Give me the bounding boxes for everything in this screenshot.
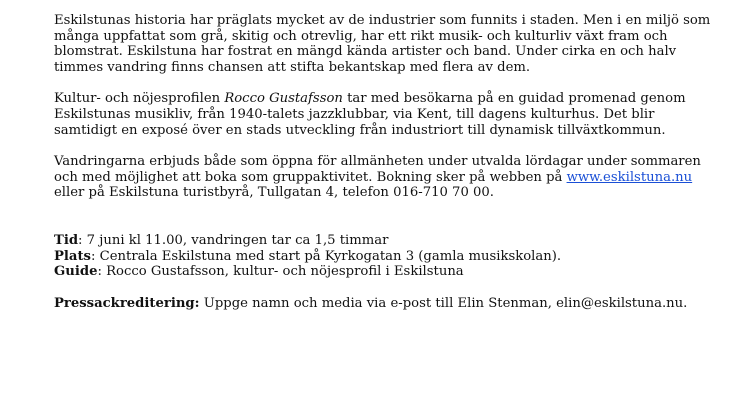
info-guide: [54, 264, 714, 280]
paragraph-booking-rest: eller på Eskilstuna turistbyrå, Tullgatan 4, telefon 016-710 70 00.: [54, 185, 495, 201]
info-guide-label: Guide: [54, 264, 98, 280]
guide-name-italic: Rocco Gustafsson: [224, 91, 343, 107]
info-place: [54, 249, 714, 265]
press-accreditation: [54, 296, 714, 312]
info-place-label: Plats: [54, 248, 91, 264]
press-accreditation-value: Uppge namn och media via e-post till Elin Stenman, elin@eskilstuna.nu.: [199, 295, 688, 311]
press-accreditation-label: Pressackreditering:: [54, 295, 200, 311]
info-guide-value: : Rocco Gustafsson, kultur- och nöjesprofil i Eskilstuna: [97, 264, 464, 280]
paragraph-guide-intro-lead: Kultur- och nöjesprofilen: [54, 91, 225, 107]
info-time-label: Tid: [54, 232, 79, 248]
paragraph-booking: [54, 154, 714, 201]
paragraph-history: [54, 13, 714, 75]
info-place-value: : Centrala Eskilstuna med start på Kyrkogatan 3 (gamla musikskolan).: [91, 248, 562, 264]
paragraph-guide-intro: [54, 91, 714, 138]
paragraph-guide-intro-rest: tar med besökarna på en guidad promenad genom Eskilstunas musikliv, från 1940-talets jazzklubbar, via Kent, till dagens kulturhus. Det blir samtidigt en exposé över en stads utveckling från industriort till dynamisk tillväxtkommun.: [54, 91, 686, 138]
paragraph-history-text: Eskilstunas historia har präglats mycket av de industrier som funnits i staden. Men i en miljö som många uppfattat som grå, skitig och otrevlig, har ett rikt musik- och kulturliv växt fram och blomstrat. Eskilstuna har fostrat en mängd kända artister och band. Under cirka en och halv timmes vandring finns chansen att stifta bekantskap med flera av dem.: [54, 13, 711, 75]
paragraph-booking-lead: Vandringarna erbjuds både som öppna för allmänheten under utvalda lördagar under sommaren och med möjlighet att boka som gruppaktivitet. Bokning sker på webben på: [54, 154, 701, 185]
document-body: [54, 13, 714, 311]
eskilstuna-website-link[interactable]: www.eskilstuna.nu: [566, 169, 693, 185]
info-time-value: : 7 juni kl 11.00, vandringen tar ca 1,5 timmar: [78, 232, 389, 248]
info-time: [54, 233, 714, 249]
